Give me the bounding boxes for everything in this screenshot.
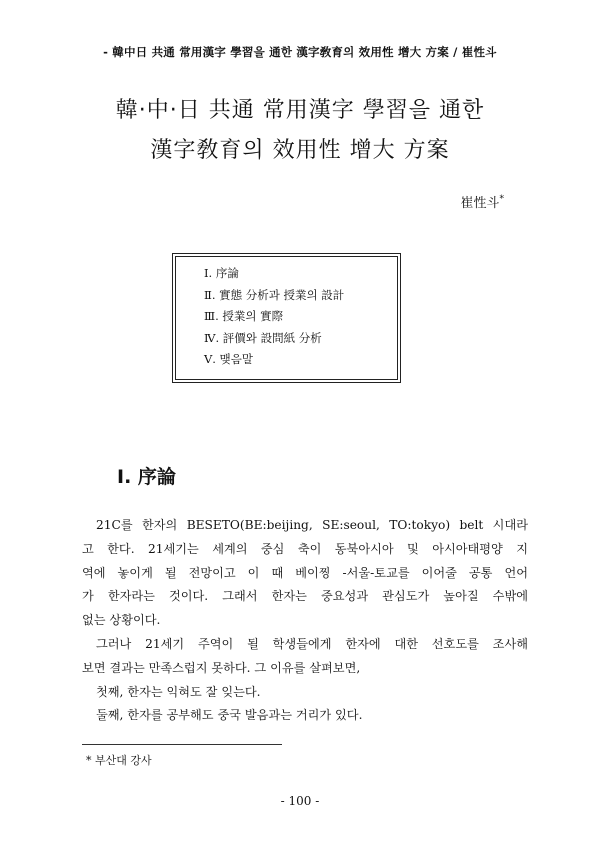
paper-title-line-1: 韓·中·日 共通 常用漢字 學習을 通한 [115, 98, 485, 123]
footnote: * 부산대 강사 [86, 754, 152, 767]
toc-item-analysis-design: Ⅱ. 實態 分析과 授業의 設計 [204, 287, 345, 302]
page-number: - 100 - [280, 794, 320, 808]
toc-item-evaluation: Ⅳ. 評價와 設問紙 分析 [204, 330, 322, 345]
toc-item-practice: Ⅲ. 授業의 實際 [204, 309, 284, 323]
body-line: 둘째, 한자를 공부해도 중국 발음과는 거리가 있다. [96, 708, 363, 723]
body-text [82, 514, 528, 728]
footnote-divider [82, 744, 282, 745]
body-line: 없는 상황이다. [82, 613, 161, 628]
body-line: 역에 놓이게 될 전망이고 이 때 베이찡 -서울-토교를 이어줄 공통 언어 [82, 565, 528, 580]
body-line: 가 한자라는 것이다. 그래서 한자는 중요성과 관심도가 높아질 수밖에 [82, 589, 528, 604]
body-line: 보면 결과는 만족스럽지 못하다. 그 이유를 살펴보면, [82, 660, 361, 675]
toc-item-introduction: Ⅰ. 序論 [204, 266, 239, 280]
section-heading: Ⅰ. 序論 [117, 466, 176, 488]
body-line: 첫째, 한자는 익혀도 잘 잊는다. [96, 684, 261, 699]
toc-item-conclusion: Ⅴ. 맺음말 [204, 352, 253, 366]
body-line: 그러나 21세기 주역이 될 학생들에게 한자에 대한 선호도를 조사해 [96, 636, 528, 651]
body-line: 고 한다. 21세기는 세계의 중심 축이 동북아시아 및 아시아태평양 지 [82, 541, 528, 556]
running-head: - 韓中日 共通 常用漢字 學習을 通한 漢字敎育의 效用性 增大 方案 / 崔性斗 [103, 45, 497, 59]
paper-title-line-2: 漢字敎育의 效用性 增大 方案 [150, 138, 450, 163]
author [460, 192, 504, 211]
author-footnote-mark: * [499, 194, 504, 205]
toc-list [176, 257, 397, 371]
body-line: 21C를 한자의 BESETO(BE:beijing, SE:seoul, TO:tokyo) belt 시대라 [96, 518, 528, 532]
table-of-contents [175, 256, 398, 380]
author-name: 崔性斗 [460, 196, 500, 211]
